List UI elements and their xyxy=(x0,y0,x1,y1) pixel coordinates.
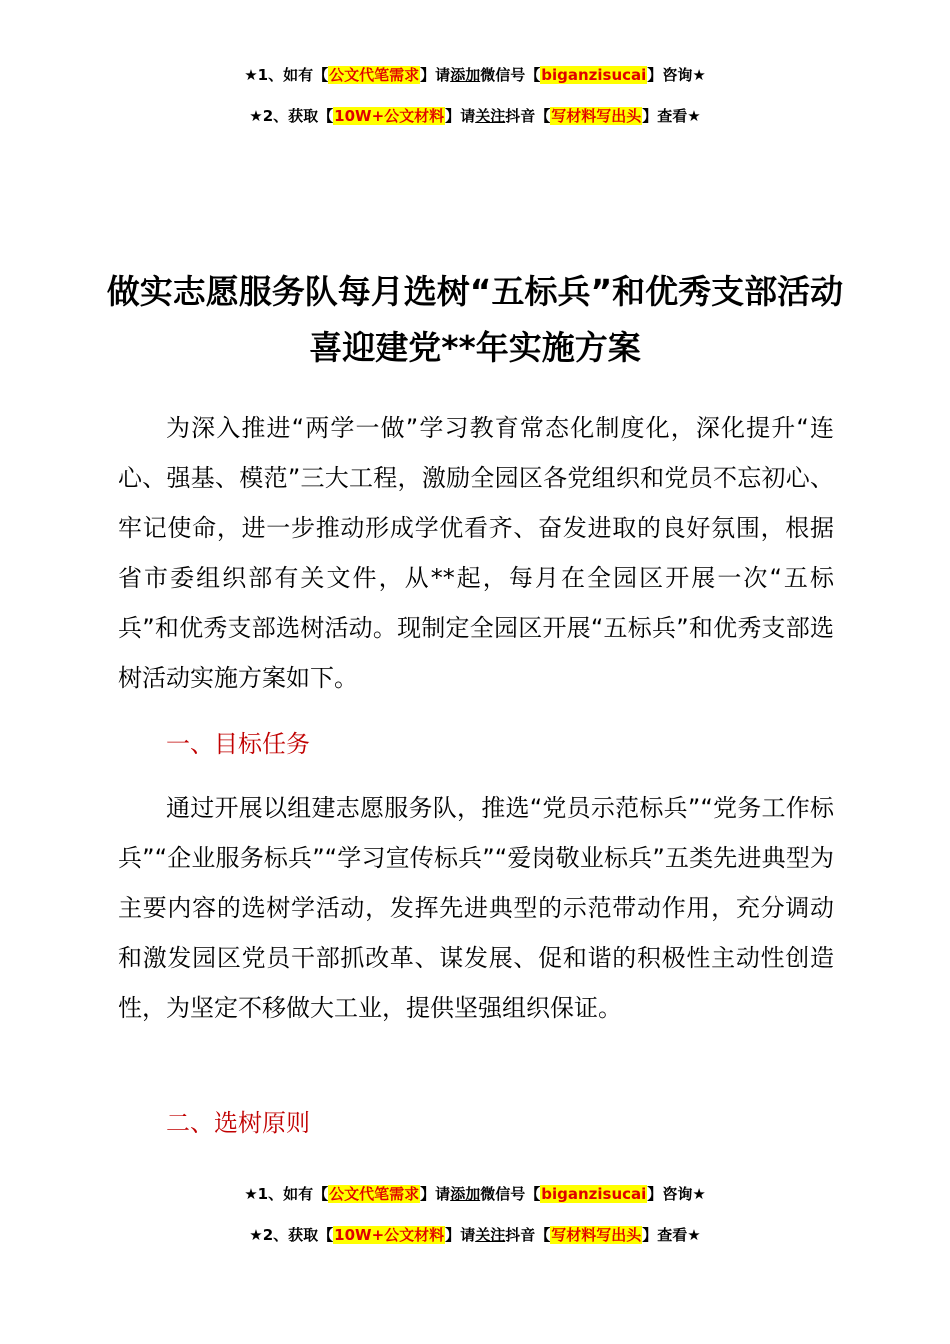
promo-text: 请 xyxy=(435,66,451,84)
promo-text: 查看★ xyxy=(657,107,701,125)
section-heading-1: 一、目标任务 xyxy=(166,730,310,758)
bracket: 【 xyxy=(313,1185,329,1203)
promo-text: ★2、获取 xyxy=(249,107,319,125)
bracket: 【 xyxy=(313,66,329,84)
highlight-douyin: 写材料写出头 xyxy=(551,107,642,125)
bracket: 【 xyxy=(318,1226,334,1244)
underlined-text: 关注 xyxy=(475,1226,506,1244)
document-title: 做实志愿服务队每月选树“五标兵”和优秀支部活动喜迎建党**年实施方案 xyxy=(106,272,844,367)
intro-paragraph: 为深入推进“两学一做”学习教育常态化制度化，深化提升“连心、强基、模范”三大工程，激励全园区各党组织和党员不忘初心、牢记使命，进一步推动形成学优看齐、奋发进取的良好氛围，根据省市委组织部有关文件，从**起，每月在全园区开展一次“五标兵”和优秀支部选树活动。现制定全园区开展“五标兵”和优秀支部选树活动实施方案如下。 xyxy=(118,414,834,692)
promo-text: 请 xyxy=(435,1185,451,1203)
underlined-text: 关注 xyxy=(475,107,506,125)
highlight-wechat-id: biganzisucai xyxy=(541,66,647,84)
bracket: 】 xyxy=(420,1185,436,1203)
bracket: 】 xyxy=(642,107,658,125)
promo-text: ★2、获取 xyxy=(249,1226,319,1244)
highlight-service: 公文代笔需求 xyxy=(329,1185,420,1203)
bracket: 【 xyxy=(525,66,541,84)
bracket: 【 xyxy=(535,107,551,125)
promo-text: 咨询★ xyxy=(662,1185,706,1203)
promo-text: 请 xyxy=(460,107,476,125)
promo-text: 请 xyxy=(460,1226,476,1244)
bracket: 【 xyxy=(535,1226,551,1244)
underlined-text: 添加 xyxy=(450,66,481,84)
bracket: 】 xyxy=(420,66,436,84)
promo-line-2 xyxy=(0,105,950,127)
promo-text: 微信号 xyxy=(480,66,526,84)
highlight-wechat-id: biganzisucai xyxy=(541,1185,647,1203)
promo-text: 抖音 xyxy=(505,107,536,125)
promo-line-2 xyxy=(0,1224,950,1246)
bracket: 【 xyxy=(525,1185,541,1203)
promo-line-1 xyxy=(0,1183,950,1205)
promo-text: 微信号 xyxy=(480,1185,526,1203)
promo-line-1 xyxy=(0,64,950,86)
bracket: 】 xyxy=(647,1185,663,1203)
promo-banner-top xyxy=(0,64,950,127)
promo-text: ★1、如有 xyxy=(244,1185,314,1203)
highlight-materials: 10W+公文材料 xyxy=(334,107,445,125)
promo-banner-bottom xyxy=(0,1183,950,1246)
section-1-paragraph: 通过开展以组建志愿服务队，推选“党员示范标兵”“党务工作标兵”“企业服务标兵”“学习宣传标兵”“爱岗敬业标兵”五类先进典型为主要内容的选树学活动，发挥先进典型的示范带动作用，充分调动和激发园区党员干部抓改革、谋发展、促和谐的积极性主动性创造性，为坚定不移做大工业，提供坚强组织保证。 xyxy=(118,794,834,1022)
bracket: 【 xyxy=(318,107,334,125)
promo-text: 查看★ xyxy=(657,1226,701,1244)
bracket: 】 xyxy=(445,107,461,125)
highlight-materials: 10W+公文材料 xyxy=(334,1226,445,1244)
bracket: 】 xyxy=(647,66,663,84)
bracket: 】 xyxy=(445,1226,461,1244)
promo-text: 咨询★ xyxy=(662,66,706,84)
highlight-douyin: 写材料写出头 xyxy=(551,1226,642,1244)
bracket: 】 xyxy=(642,1226,658,1244)
section-heading-2: 二、选树原则 xyxy=(166,1109,310,1137)
underlined-text: 添加 xyxy=(450,1185,481,1203)
promo-text: ★1、如有 xyxy=(244,66,314,84)
highlight-service: 公文代笔需求 xyxy=(329,66,420,84)
promo-text: 抖音 xyxy=(505,1226,536,1244)
